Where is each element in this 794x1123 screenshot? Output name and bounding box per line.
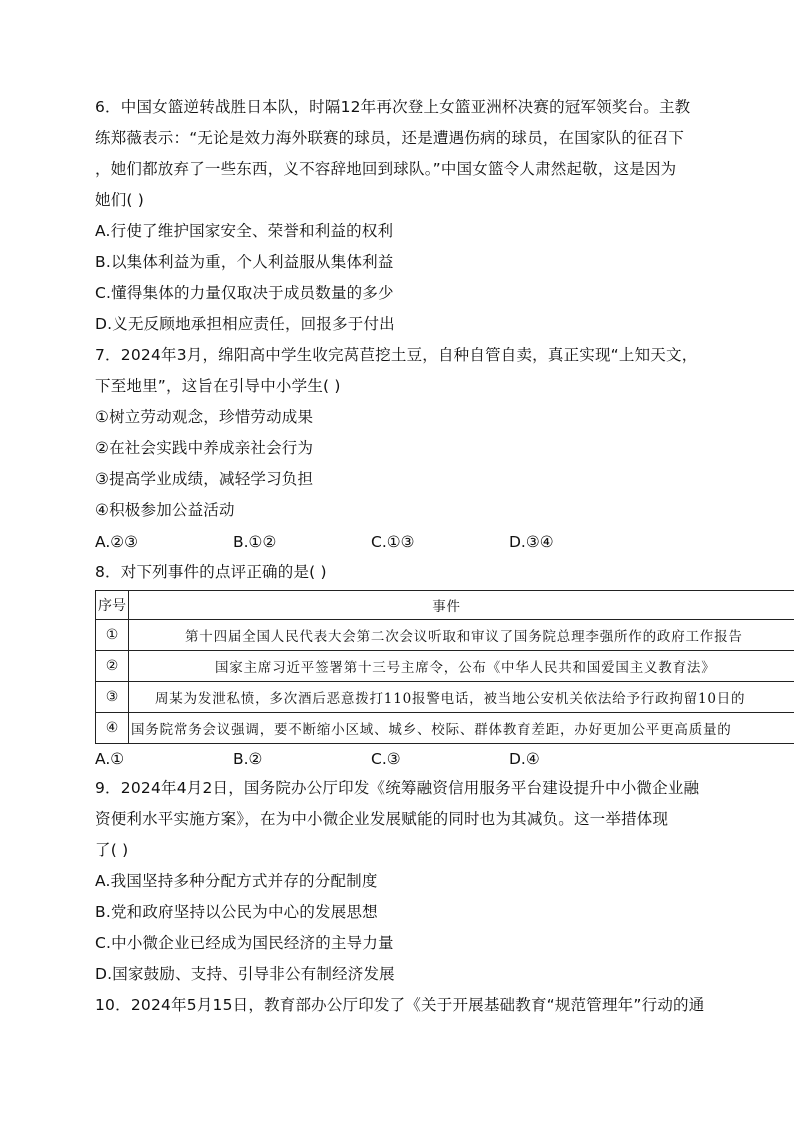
q8-stem: 8．对下列事件的点评正确的是( ) bbox=[95, 563, 327, 581]
q7-item-1: ①树立劳动观念，珍惜劳动成果 bbox=[95, 408, 314, 426]
q8-option-b: B.② bbox=[233, 750, 263, 768]
q6-stem-line-3: ，她们都放弃了一些东西，义不容辞地回到球队。”中国女篮令人肃然起敬，这是因为 bbox=[95, 160, 677, 178]
q8-options bbox=[95, 749, 647, 769]
q7-options bbox=[95, 532, 647, 552]
table-row bbox=[96, 620, 794, 651]
q6-option-c: C.懂得集体的力量仅取决于成员数量的多少 bbox=[95, 284, 394, 302]
q6-stem-line-2: 练郑薇表示：“无论是效力海外联赛的球员，还是遭遇伤病的球员，在国家队的征召下 bbox=[95, 129, 685, 147]
q7-option-d: D.③④ bbox=[509, 533, 554, 551]
table-row-event: 国务院常务会议强调，要不断缩小区域、城乡、校际、群体教育差距，办好更加公平更高质量的 bbox=[131, 722, 732, 738]
q7-item-4: ④积极参加公益活动 bbox=[95, 501, 235, 519]
q8-option-a: A.① bbox=[95, 750, 125, 768]
q6-option-b: B.以集体利益为重，个人利益服从集体利益 bbox=[95, 253, 394, 271]
q7-item-2: ②在社会实践中养成亲社会行为 bbox=[95, 439, 314, 457]
q7-option-c: C.①③ bbox=[371, 533, 415, 551]
table-row bbox=[96, 651, 794, 682]
q6-stem-line-4: 她们( ) bbox=[95, 191, 145, 209]
q9-option-c: C.中小微企业已经成为国民经济的主导力量 bbox=[95, 934, 394, 952]
table-row bbox=[96, 682, 794, 713]
q9-option-b: B.党和政府坚持以公民为中心的发展思想 bbox=[95, 903, 378, 921]
table-row-num: ④ bbox=[96, 713, 129, 743]
q6-option-a: A.行使了维护国家安全、荣誉和利益的权利 bbox=[95, 222, 394, 240]
table-row-num: ① bbox=[96, 620, 129, 650]
q8-option-d: D.④ bbox=[509, 750, 540, 768]
q10-stem-line-1: 10．2024年5月15日，教育部办公厅印发了《关于开展基础教育“规范管理年”行动的通 bbox=[95, 996, 705, 1014]
table-row bbox=[96, 713, 794, 744]
q9-option-d: D.国家鼓励、支持、引导非公有制经济发展 bbox=[95, 965, 395, 983]
q8-option-c: C.③ bbox=[371, 750, 401, 768]
q7-option-a: A.②③ bbox=[95, 533, 139, 551]
table-row-event: 周某为发泄私愤，多次酒后恶意拨打110报警电话，被当地公安机关依法给予行政拘留10日的 bbox=[155, 691, 746, 707]
q9-stem-line-3: 了( ) bbox=[95, 841, 129, 859]
table-row-event: 第十四届全国人民代表大会第二次会议听取和审议了国务院总理李强所作的政府工作报告 bbox=[185, 629, 743, 645]
table-header-event: 事件 bbox=[432, 599, 461, 615]
q7-stem-line-2: 下至地里”，这旨在引导中小学生( ) bbox=[95, 377, 341, 395]
q7-item-3: ③提高学业成绩，减轻学习负担 bbox=[95, 470, 314, 488]
q6-option-d: D.义无反顾地承担相应责任，回报多于付出 bbox=[95, 315, 395, 333]
q9-stem-line-2: 资便利水平实施方案》，在为中小微企业发展赋能的同时也为其减负。这一举措体现 bbox=[95, 810, 669, 828]
q9-stem-line-1: 9．2024年4月2日，国务院办公厅印发《统筹融资信用服务平台建设提升中小微企业融 bbox=[95, 779, 700, 797]
q8-event-table bbox=[95, 590, 794, 744]
table-row-num: ③ bbox=[96, 682, 129, 712]
q7-stem-line-1: 7．2024年3月，绵阳高中学生收完莴苣挖土豆，自种自管自卖，真正实现“上知天文， bbox=[95, 346, 698, 364]
q9-option-a: A.我国坚持多种分配方式并存的分配制度 bbox=[95, 872, 378, 890]
table-header-row bbox=[96, 591, 794, 620]
q7-option-b: B.①② bbox=[233, 533, 277, 551]
table-header-num: 序号 bbox=[96, 591, 129, 619]
q6-stem-line-1: 6．中国女篮逆转战胜日本队，时隔12年再次登上女篮亚洲杯决赛的冠军领奖台。主教 bbox=[95, 98, 691, 116]
table-row-event: 国家主席习近平签署第十三号主席令，公布《中华人民共和国爱国主义教育法》 bbox=[215, 660, 716, 676]
table-row-num: ② bbox=[96, 651, 129, 681]
